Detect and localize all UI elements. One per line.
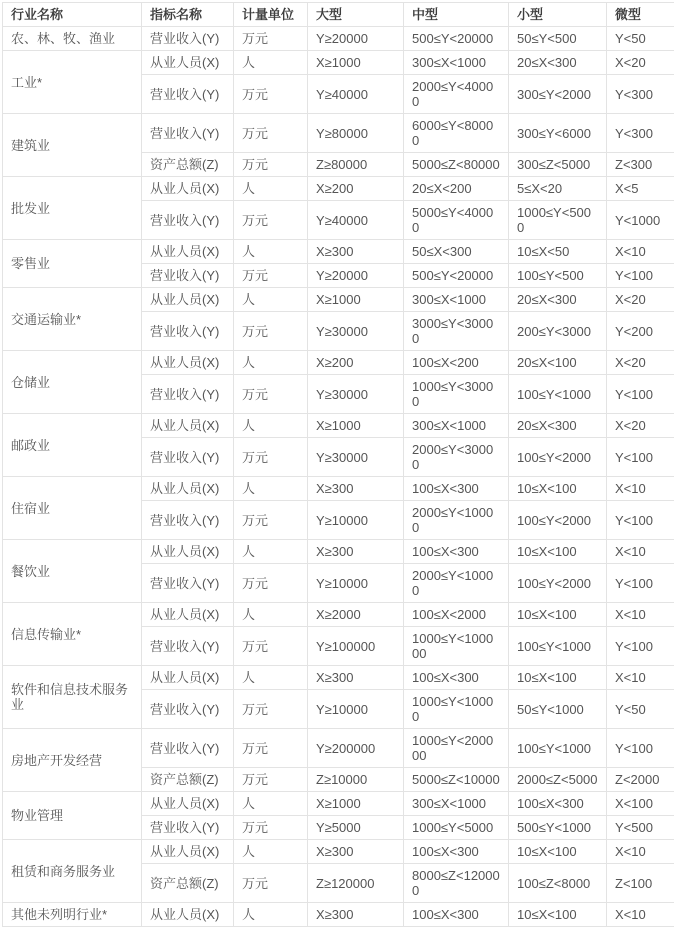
- large-cell: X≥2000: [308, 603, 404, 627]
- table-row: [3, 840, 674, 864]
- table-row: [3, 177, 674, 201]
- table-row: [3, 288, 674, 312]
- medium-cell: 100≤X<300: [404, 666, 509, 690]
- medium-cell: 50≤X<300: [404, 240, 509, 264]
- medium-cell: 500≤Y<20000: [404, 27, 509, 51]
- small-cell: 10≤X<100: [509, 603, 607, 627]
- unit-cell: 人: [234, 540, 308, 564]
- large-cell: Y≥10000: [308, 690, 404, 729]
- medium-cell: 100≤X<300: [404, 903, 509, 927]
- small-cell: 20≤X<100: [509, 351, 607, 375]
- table-row: [3, 351, 674, 375]
- small-cell: 300≤Z<5000: [509, 153, 607, 177]
- large-cell: X≥200: [308, 351, 404, 375]
- small-cell: 100≤Y<2000: [509, 564, 607, 603]
- unit-cell: 万元: [234, 729, 308, 768]
- large-cell: Y≥5000: [308, 816, 404, 840]
- unit-cell: 人: [234, 177, 308, 201]
- large-cell: Y≥30000: [308, 312, 404, 351]
- large-cell: Z≥120000: [308, 864, 404, 903]
- unit-cell: 人: [234, 903, 308, 927]
- table-row: [3, 477, 674, 501]
- small-cell: 2000≤Z<5000: [509, 768, 607, 792]
- micro-cell: X<10: [607, 666, 674, 690]
- medium-cell: 100≤X<300: [404, 540, 509, 564]
- micro-cell: X<10: [607, 240, 674, 264]
- small-cell: 300≤Y<2000: [509, 75, 607, 114]
- micro-cell: Z<2000: [607, 768, 674, 792]
- micro-cell: X<20: [607, 351, 674, 375]
- indicator-cell: 从业人员(X): [142, 351, 234, 375]
- indicator-cell: 从业人员(X): [142, 477, 234, 501]
- large-cell: Y≥100000: [308, 627, 404, 666]
- indicator-cell: 营业收入(Y): [142, 438, 234, 477]
- industry-cell: 餐饮业: [3, 540, 142, 603]
- micro-cell: Y<200: [607, 312, 674, 351]
- medium-cell: 300≤X<1000: [404, 414, 509, 438]
- micro-cell: Y<100: [607, 564, 674, 603]
- small-cell: 10≤X<100: [509, 477, 607, 501]
- micro-cell: X<20: [607, 51, 674, 75]
- unit-cell: 万元: [234, 114, 308, 153]
- large-cell: X≥300: [308, 540, 404, 564]
- table-row: [3, 792, 674, 816]
- large-cell: Z≥10000: [308, 768, 404, 792]
- large-cell: Y≥20000: [308, 27, 404, 51]
- table-row: [3, 51, 674, 75]
- unit-cell: 人: [234, 666, 308, 690]
- industry-cell: 软件和信息技术服务业: [3, 666, 142, 729]
- unit-cell: 人: [234, 792, 308, 816]
- col-header-unit: 计量单位: [234, 3, 308, 27]
- industry-cell: 交通运输业*: [3, 288, 142, 351]
- micro-cell: Y<100: [607, 438, 674, 477]
- unit-cell: 万元: [234, 690, 308, 729]
- indicator-cell: 营业收入(Y): [142, 501, 234, 540]
- small-cell: 500≤Y<1000: [509, 816, 607, 840]
- medium-cell: 20≤X<200: [404, 177, 509, 201]
- large-cell: X≥1000: [308, 792, 404, 816]
- indicator-cell: 营业收入(Y): [142, 27, 234, 51]
- unit-cell: 人: [234, 840, 308, 864]
- medium-cell: 2000≤Y<30000: [404, 438, 509, 477]
- indicator-cell: 从业人员(X): [142, 51, 234, 75]
- small-cell: 100≤Y<1000: [509, 627, 607, 666]
- indicator-cell: 营业收入(Y): [142, 816, 234, 840]
- large-cell: X≥1000: [308, 51, 404, 75]
- table-row: [3, 240, 674, 264]
- large-cell: Y≥10000: [308, 501, 404, 540]
- indicator-cell: 营业收入(Y): [142, 75, 234, 114]
- indicator-cell: 营业收入(Y): [142, 729, 234, 768]
- table-row: [3, 666, 674, 690]
- unit-cell: 万元: [234, 864, 308, 903]
- indicator-cell: 营业收入(Y): [142, 690, 234, 729]
- small-cell: 10≤X<100: [509, 666, 607, 690]
- medium-cell: 100≤X<200: [404, 351, 509, 375]
- indicator-cell: 从业人员(X): [142, 177, 234, 201]
- large-cell: Y≥200000: [308, 729, 404, 768]
- indicator-cell: 从业人员(X): [142, 840, 234, 864]
- small-cell: 20≤X<300: [509, 288, 607, 312]
- industry-cell: 零售业: [3, 240, 142, 288]
- medium-cell: 100≤X<300: [404, 840, 509, 864]
- unit-cell: 人: [234, 288, 308, 312]
- micro-cell: X<20: [607, 288, 674, 312]
- unit-cell: 万元: [234, 75, 308, 114]
- small-cell: 50≤Y<500: [509, 27, 607, 51]
- unit-cell: 人: [234, 477, 308, 501]
- large-cell: X≥1000: [308, 414, 404, 438]
- unit-cell: 万元: [234, 816, 308, 840]
- indicator-cell: 从业人员(X): [142, 240, 234, 264]
- indicator-cell: 从业人员(X): [142, 903, 234, 927]
- unit-cell: 人: [234, 240, 308, 264]
- unit-cell: 人: [234, 51, 308, 75]
- industry-cell: 农、林、牧、渔业: [3, 27, 142, 51]
- micro-cell: Z<300: [607, 153, 674, 177]
- small-cell: 20≤X<300: [509, 51, 607, 75]
- small-cell: 20≤X<300: [509, 414, 607, 438]
- micro-cell: X<5: [607, 177, 674, 201]
- micro-cell: Y<100: [607, 264, 674, 288]
- unit-cell: 人: [234, 414, 308, 438]
- micro-cell: X<100: [607, 792, 674, 816]
- medium-cell: 500≤Y<20000: [404, 264, 509, 288]
- micro-cell: Y<100: [607, 501, 674, 540]
- medium-cell: 5000≤Z<80000: [404, 153, 509, 177]
- small-cell: 1000≤Y<5000: [509, 201, 607, 240]
- indicator-cell: 营业收入(Y): [142, 201, 234, 240]
- unit-cell: 人: [234, 351, 308, 375]
- large-cell: Y≥30000: [308, 375, 404, 414]
- small-cell: 10≤X<100: [509, 540, 607, 564]
- medium-cell: 1000≤Y<10000: [404, 690, 509, 729]
- medium-cell: 1000≤Y<30000: [404, 375, 509, 414]
- small-cell: 10≤X<50: [509, 240, 607, 264]
- small-cell: 100≤Y<1000: [509, 375, 607, 414]
- medium-cell: 300≤X<1000: [404, 51, 509, 75]
- small-cell: 50≤Y<1000: [509, 690, 607, 729]
- micro-cell: X<10: [607, 840, 674, 864]
- indicator-cell: 从业人员(X): [142, 603, 234, 627]
- medium-cell: 5000≤Z<10000: [404, 768, 509, 792]
- micro-cell: Y<50: [607, 690, 674, 729]
- unit-cell: 万元: [234, 501, 308, 540]
- large-cell: X≥200: [308, 177, 404, 201]
- unit-cell: 万元: [234, 201, 308, 240]
- large-cell: Y≥80000: [308, 114, 404, 153]
- unit-cell: 万元: [234, 153, 308, 177]
- small-cell: 10≤X<100: [509, 903, 607, 927]
- micro-cell: Y<1000: [607, 201, 674, 240]
- indicator-cell: 营业收入(Y): [142, 114, 234, 153]
- unit-cell: 万元: [234, 312, 308, 351]
- indicator-cell: 资产总额(Z): [142, 153, 234, 177]
- small-cell: 100≤Y<500: [509, 264, 607, 288]
- medium-cell: 2000≤Y<10000: [404, 564, 509, 603]
- header-row: [3, 3, 674, 27]
- industry-cell: 住宿业: [3, 477, 142, 540]
- enterprise-classification-table: [2, 2, 674, 927]
- micro-cell: X<10: [607, 903, 674, 927]
- industry-cell: 物业管理: [3, 792, 142, 840]
- col-header-large: 大型: [308, 3, 404, 27]
- large-cell: X≥300: [308, 477, 404, 501]
- unit-cell: 万元: [234, 375, 308, 414]
- micro-cell: X<20: [607, 414, 674, 438]
- medium-cell: 2000≤Y<10000: [404, 501, 509, 540]
- medium-cell: 1000≤Y<200000: [404, 729, 509, 768]
- small-cell: 100≤Z<8000: [509, 864, 607, 903]
- large-cell: X≥300: [308, 903, 404, 927]
- large-cell: Y≥30000: [308, 438, 404, 477]
- medium-cell: 3000≤Y<30000: [404, 312, 509, 351]
- col-header-industry: 行业名称: [3, 3, 142, 27]
- large-cell: Y≥10000: [308, 564, 404, 603]
- large-cell: Z≥80000: [308, 153, 404, 177]
- indicator-cell: 从业人员(X): [142, 414, 234, 438]
- indicator-cell: 从业人员(X): [142, 792, 234, 816]
- unit-cell: 万元: [234, 627, 308, 666]
- industry-cell: 信息传输业*: [3, 603, 142, 666]
- table-row: [3, 27, 674, 51]
- medium-cell: 1000≤Y<100000: [404, 627, 509, 666]
- classification-table-body: [3, 27, 674, 927]
- large-cell: Y≥40000: [308, 201, 404, 240]
- small-cell: 300≤Y<6000: [509, 114, 607, 153]
- col-header-indicator: 指标名称: [142, 3, 234, 27]
- small-cell: 100≤Y<2000: [509, 501, 607, 540]
- micro-cell: Y<50: [607, 27, 674, 51]
- unit-cell: 万元: [234, 438, 308, 477]
- small-cell: 200≤Y<3000: [509, 312, 607, 351]
- industry-cell: 建筑业: [3, 114, 142, 177]
- industry-cell: 租赁和商务服务业: [3, 840, 142, 903]
- large-cell: X≥300: [308, 666, 404, 690]
- large-cell: Y≥40000: [308, 75, 404, 114]
- medium-cell: 8000≤Z<120000: [404, 864, 509, 903]
- micro-cell: X<10: [607, 540, 674, 564]
- indicator-cell: 营业收入(Y): [142, 375, 234, 414]
- unit-cell: 人: [234, 603, 308, 627]
- indicator-cell: 从业人员(X): [142, 288, 234, 312]
- medium-cell: 1000≤Y<5000: [404, 816, 509, 840]
- micro-cell: Z<100: [607, 864, 674, 903]
- medium-cell: 2000≤Y<40000: [404, 75, 509, 114]
- micro-cell: Y<100: [607, 627, 674, 666]
- table-row: [3, 414, 674, 438]
- medium-cell: 300≤X<1000: [404, 288, 509, 312]
- indicator-cell: 资产总额(Z): [142, 768, 234, 792]
- table-row: [3, 540, 674, 564]
- table-row: [3, 114, 674, 153]
- industry-cell: 房地产开发经营: [3, 729, 142, 792]
- indicator-cell: 从业人员(X): [142, 540, 234, 564]
- industry-cell: 邮政业: [3, 414, 142, 477]
- medium-cell: 300≤X<1000: [404, 792, 509, 816]
- large-cell: X≥1000: [308, 288, 404, 312]
- micro-cell: X<10: [607, 477, 674, 501]
- medium-cell: 100≤X<2000: [404, 603, 509, 627]
- medium-cell: 5000≤Y<40000: [404, 201, 509, 240]
- indicator-cell: 营业收入(Y): [142, 627, 234, 666]
- industry-cell: 批发业: [3, 177, 142, 240]
- col-header-small: 小型: [509, 3, 607, 27]
- large-cell: Y≥20000: [308, 264, 404, 288]
- indicator-cell: 营业收入(Y): [142, 264, 234, 288]
- medium-cell: 100≤X<300: [404, 477, 509, 501]
- large-cell: X≥300: [308, 840, 404, 864]
- indicator-cell: 营业收入(Y): [142, 564, 234, 603]
- micro-cell: Y<100: [607, 729, 674, 768]
- small-cell: 10≤X<100: [509, 840, 607, 864]
- table-row: [3, 603, 674, 627]
- unit-cell: 万元: [234, 27, 308, 51]
- unit-cell: 万元: [234, 564, 308, 603]
- medium-cell: 6000≤Y<80000: [404, 114, 509, 153]
- micro-cell: Y<300: [607, 114, 674, 153]
- small-cell: 100≤X<300: [509, 792, 607, 816]
- table-row: [3, 729, 674, 768]
- small-cell: 100≤Y<1000: [509, 729, 607, 768]
- micro-cell: X<10: [607, 603, 674, 627]
- industry-cell: 其他未列明行业*: [3, 903, 142, 927]
- unit-cell: 万元: [234, 264, 308, 288]
- micro-cell: Y<100: [607, 375, 674, 414]
- unit-cell: 万元: [234, 768, 308, 792]
- micro-cell: Y<500: [607, 816, 674, 840]
- indicator-cell: 资产总额(Z): [142, 864, 234, 903]
- micro-cell: Y<300: [607, 75, 674, 114]
- small-cell: 100≤Y<2000: [509, 438, 607, 477]
- large-cell: X≥300: [308, 240, 404, 264]
- industry-cell: 工业*: [3, 51, 142, 114]
- col-header-micro: 微型: [607, 3, 674, 27]
- table-row: [3, 903, 674, 927]
- industry-cell: 仓储业: [3, 351, 142, 414]
- col-header-medium: 中型: [404, 3, 509, 27]
- indicator-cell: 从业人员(X): [142, 666, 234, 690]
- small-cell: 5≤X<20: [509, 177, 607, 201]
- indicator-cell: 营业收入(Y): [142, 312, 234, 351]
